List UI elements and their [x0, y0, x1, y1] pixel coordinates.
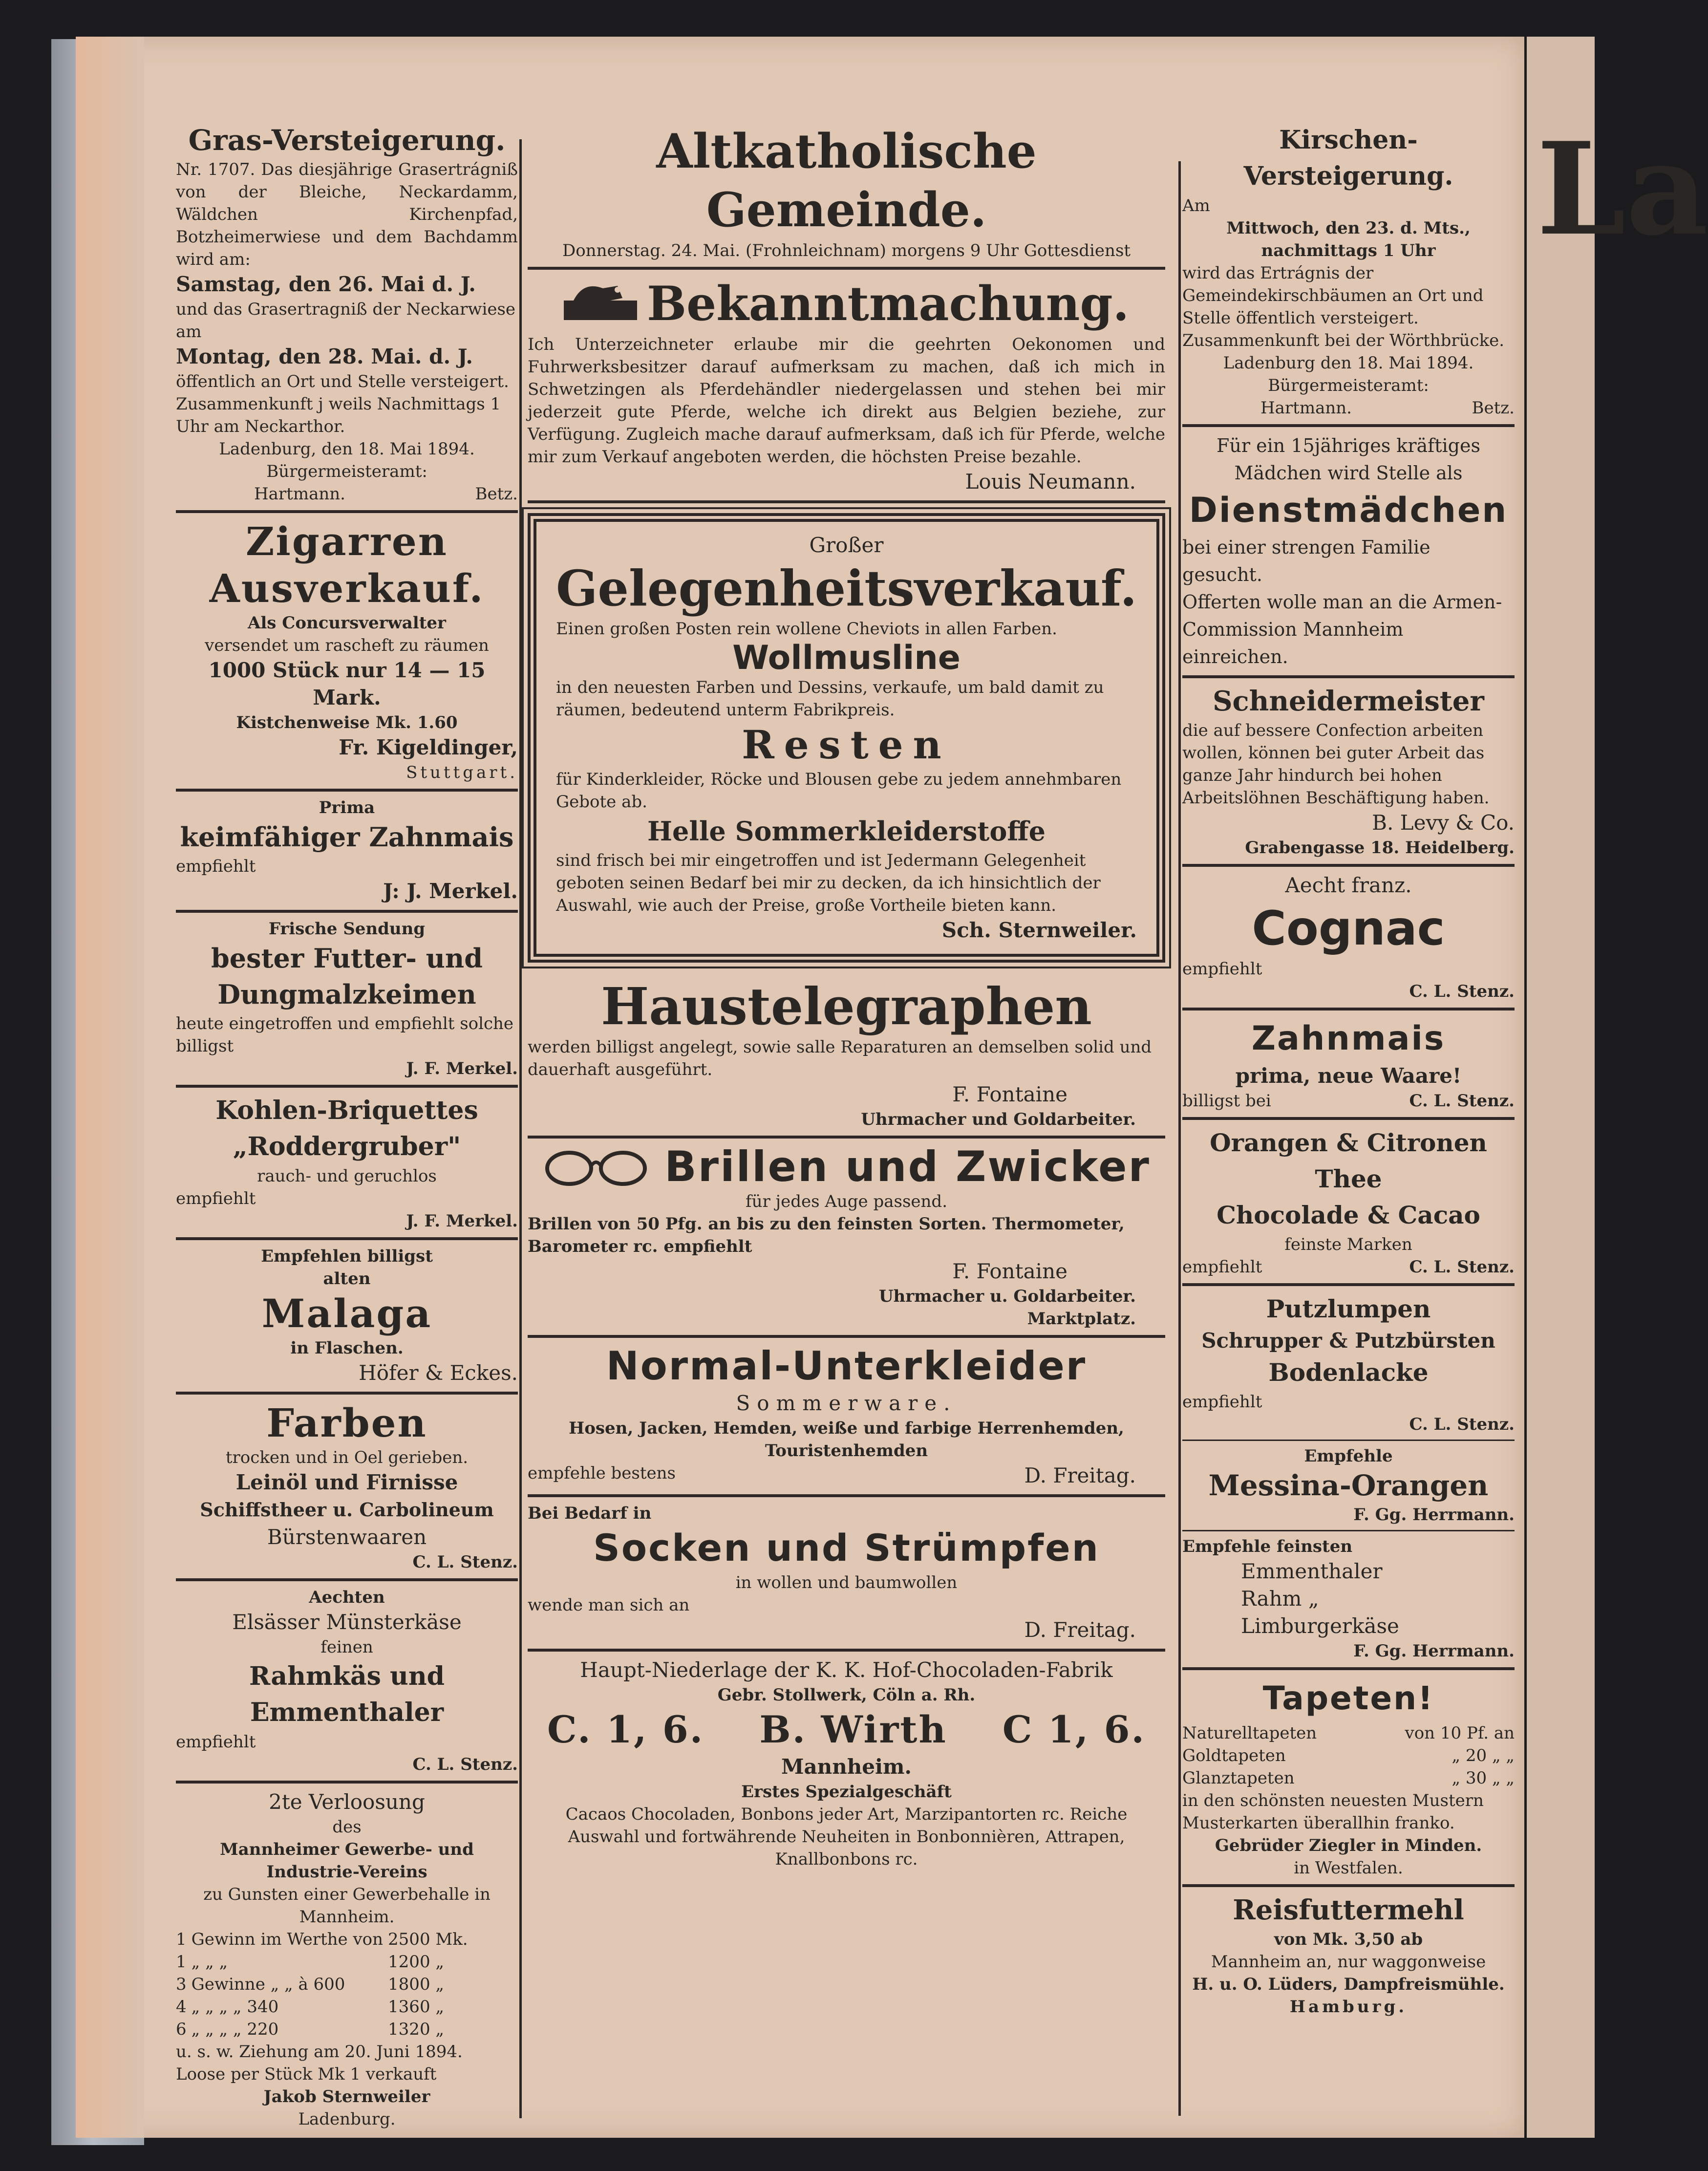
- farben-title: Farben: [266, 1400, 427, 1446]
- tapeten-row: [1182, 1722, 1515, 1744]
- wirth-ad: [528, 1656, 1165, 1870]
- bekannt-title: Bekanntmachung.: [646, 276, 1130, 331]
- gelegenheit-body-3: für Kinderkleider, Röcke und Blousen gebe zu jedem annehmbaren Gebote ab.: [556, 770, 1122, 812]
- divider: [176, 789, 518, 792]
- zahnmais-pre: Prima: [319, 798, 375, 817]
- farben-line-2: Leinöl und Firnisse: [235, 1470, 458, 1494]
- divider: [176, 1781, 518, 1784]
- cognac-title: Cognac: [1252, 901, 1445, 956]
- divider: [1182, 1008, 1515, 1010]
- gelegenheit-body-4: sind frisch bei mir eingetroffen und ist Jedermann Gelegenheit geboten seinen Bedarf bei mir zu decken, da ich hinsichtlich der Auswahl, wie auch der Preise, große Vortheile bieten kann.: [556, 851, 1101, 915]
- lottery-row: [176, 2018, 473, 2041]
- divider: [1182, 1884, 1515, 1887]
- haustele-body: werden billigst angelegt, sowie salle Reparaturen an demselben solid und dauerhaft ausgeführt.: [528, 1037, 1152, 1079]
- putz-line-2: Schrupper & Putzbürsten: [1201, 1329, 1495, 1353]
- gelegenheit-ad: [528, 513, 1165, 963]
- bekannt-name: Louis Neumann.: [965, 470, 1136, 494]
- orangen-line-1: Orangen & Citronen: [1210, 1128, 1487, 1157]
- wirth-address-2: C 1, 6.: [1002, 1708, 1146, 1751]
- tapeten-cell: Naturelltapeten: [1182, 1723, 1317, 1743]
- next-page-fragment: La: [1527, 37, 1595, 2138]
- kirschen-title: Kirschen-Versteigerung.: [1243, 125, 1453, 191]
- tapeten-cell: Glanztapeten: [1182, 1768, 1295, 1788]
- orangen-line-2: Thee: [1315, 1164, 1382, 1193]
- divider: [528, 267, 1165, 270]
- dienst-ad: [1182, 432, 1515, 670]
- bekannt-body: Ich Unterzeichneter erlaube mir die geehrten Oekonomen und Fuhrwerksbesitzer darauf aufmerksam zu machen, daß ich mich in Schwetzingen als Pferdehändler niedergelassen und stehen bei mir jederzeit gute Pferde, welche ich direkt aus Belgien beziehe, zur Verfügung. Zugleich mache darauf aufmerksam, daß ich für Pferde, welche mir zum Verkauf angeboten werden, die höchsten Preise bezahle.: [528, 335, 1165, 467]
- divider: [528, 1136, 1165, 1139]
- tapeten-cell: „ 20 „ „: [1452, 1746, 1515, 1765]
- socken-sub: in wollen und baumwollen: [735, 1573, 958, 1592]
- farben-line-3: Schiffstheer u. Carbolineum: [200, 1499, 494, 1521]
- kohlen-sub: rauch- und geruchlos: [257, 1166, 437, 1186]
- gras-ad: [176, 122, 518, 505]
- lottery-cell: 1: [176, 1952, 187, 1972]
- schneider-body: die auf bessere Confection arbeiten wollen, können bei guter Arbeit das ganze Jahr hindurch bei hohen Arbeitslöhnen Beschäftigung haben.: [1182, 721, 1490, 808]
- gras-date-2: Montag, den 28. Mai. d. J.: [176, 344, 473, 368]
- messina-title: Messina-Orangen: [1208, 1469, 1489, 1502]
- divider: [528, 500, 1165, 503]
- cognac-emp: empfiehlt: [1182, 959, 1262, 979]
- wirth-sub: Erstes Spezialgeschäft: [741, 1782, 952, 1802]
- putz-line-1: Putzlumpen: [1266, 1294, 1431, 1323]
- dienst-body-2: Offerten wolle man an die Armen-Commission Mannheim einreichen.: [1182, 591, 1502, 667]
- farben-ad: [176, 1399, 518, 1573]
- lottery-cell: 1800 „: [388, 1975, 444, 1994]
- socken-name: D. Freitag.: [1024, 1618, 1136, 1642]
- kaese-line-2: feinen: [320, 1637, 373, 1657]
- brillen-body: Brillen von 50 Pfg. an bis zu den feinsten Sorten. Thermometer, Barometer rc. empfiehlt: [528, 1214, 1125, 1256]
- verloosung-ad: [176, 1788, 518, 2130]
- brillen-ad: [528, 1143, 1165, 1330]
- kirschen-signature-2: Betz.: [1472, 398, 1515, 418]
- orangen-emp: empfiehlt: [1182, 1257, 1262, 1277]
- zahnmais-right-body: billigst bei: [1182, 1091, 1271, 1111]
- malaga-name: Höfer & Eckes.: [359, 1361, 518, 1385]
- kirschen-signature: Hartmann.: [1260, 398, 1352, 418]
- verloosung-title: 2te Verloosung: [269, 1790, 425, 1814]
- cognac-pre: Aecht franz.: [1285, 873, 1412, 897]
- messina-pre: Empfehle: [1304, 1446, 1393, 1466]
- malaga-pre: Empfehlen billigst: [261, 1247, 433, 1266]
- brillen-place: Marktplatz.: [1027, 1309, 1136, 1329]
- farben-line-4: Bürstenwaaren: [267, 1525, 427, 1549]
- brillen-job: Uhrmacher u. Goldarbeiter.: [878, 1287, 1136, 1306]
- emmenthaler-pre: Empfehle feinsten: [1182, 1537, 1353, 1556]
- farben-name: C. L. Stenz.: [412, 1552, 518, 1572]
- zahnmais-right-name: C. L. Stenz.: [1409, 1091, 1515, 1111]
- verloosung-price: Loose per Stück Mk 1 verkauft: [176, 2064, 437, 2084]
- kirschen-place: Ladenburg den 18. Mai 1894.: [1223, 353, 1474, 373]
- emmenthaler-ad: [1182, 1535, 1515, 1662]
- haustele-job: Uhrmacher und Goldarbeiter.: [861, 1110, 1136, 1129]
- reisfutter-ad: [1182, 1892, 1515, 2018]
- tapeten-cell: „ 30 „ „: [1452, 1768, 1515, 1788]
- emmenthaler-name: F. Gg. Herrmann.: [1353, 1641, 1515, 1661]
- divider: [1182, 424, 1515, 427]
- gelegenheit-h4: Helle Sommerkleiderstoffe: [647, 816, 1046, 847]
- zahnmais-emp: empfiehlt: [176, 857, 256, 876]
- kirschen-ad: [1182, 122, 1515, 419]
- tapeten-ad: [1182, 1675, 1515, 1879]
- kaese-line-3: Rahmkäs und: [249, 1661, 445, 1691]
- divider: [1182, 1117, 1515, 1120]
- zigarren-price-2: Kistchenweise Mk. 1.60: [236, 713, 458, 732]
- malaga-pre-2: alten: [323, 1269, 371, 1289]
- schneider-ad: [1182, 683, 1515, 859]
- malaga-title: Malaga: [261, 1290, 432, 1336]
- messina-name: F. Gg. Herrmann.: [1353, 1505, 1515, 1525]
- verloosung-des: des: [332, 1817, 362, 1837]
- lottery-cell: 3: [176, 1975, 187, 1994]
- gelegenheit-title: Gelegenheitsverkauf.: [556, 559, 1137, 617]
- schneider-address: Grabengasse 18. Heidelberg.: [1245, 838, 1515, 858]
- farben-line-1: trocken und in Oel gerieben.: [225, 1448, 469, 1467]
- divider: [1182, 675, 1515, 678]
- divider: [528, 1335, 1165, 1338]
- brillen-title: Brillen und Zwicker: [664, 1142, 1151, 1191]
- zahnmais-name: J: J. Merkel.: [383, 879, 518, 903]
- gelegenheit-body-2: in den neuesten Farben und Dessins, verkaufe, um bald damit zu räumen, bedeutend unterm Fabrikpreis.: [556, 678, 1104, 720]
- zigarren-title-2: Ausverkauf.: [209, 565, 485, 611]
- kohlen-emp: empfiehlt: [176, 1189, 256, 1208]
- lottery-row: [176, 1928, 473, 1951]
- zahnmais-title: keimfähiger Zahnmais: [180, 821, 514, 853]
- reisfutter-title: Reisfuttermehl: [1233, 1894, 1464, 1926]
- normal-ad: [528, 1343, 1165, 1489]
- gemeinde-ad: [528, 122, 1165, 262]
- socken-pre: Bei Bedarf in: [528, 1504, 652, 1523]
- lottery-row: [176, 1996, 473, 2018]
- kohlen-title-2: „Roddergruber": [233, 1132, 461, 1161]
- futter-title-1: bester Futter- und: [211, 943, 483, 974]
- verloosung-org: Mannheimer Gewerbe- und Industrie-Vereins: [220, 1840, 474, 1882]
- divider: [1182, 1530, 1515, 1531]
- verloosung-seller: Jakob Sternweiler: [263, 2087, 430, 2107]
- kirschen-am: Am: [1182, 196, 1210, 215]
- bekannt-ad: [528, 275, 1165, 495]
- gras-signature-2: Betz.: [475, 484, 518, 504]
- verloosung-draw: u. s. w. Ziehung am 20. Juni 1894.: [176, 2042, 463, 2062]
- haustele-ad: [528, 977, 1165, 1131]
- gras-body-2: und das Grasertragniß der Neckarwiese am: [176, 300, 516, 342]
- lottery-cell: Gewinn im Werthe von: [191, 1930, 384, 1949]
- zahnmais-right-sub: prima, neue Waare!: [1235, 1064, 1462, 1088]
- futter-title-2: Dungmalzkeimen: [217, 979, 476, 1010]
- tapeten-name: Gebrüder Ziegler in Minden.: [1215, 1836, 1482, 1855]
- right-column: [1182, 122, 1515, 2077]
- lottery-cell: „ „ „ „ 220: [191, 2020, 279, 2039]
- wirth-body: Cacaos Chocoladen, Bonbons jeder Art, Marzipantorten rc. Reiche Auswahl und fortwährende Neuheiten in Bonbonnièren, Attrapen, Knallbonbons rc.: [565, 1805, 1128, 1869]
- emmenthaler-line-3: Limburgerkäse: [1241, 1614, 1399, 1638]
- kaese-line-4: Emmenthaler: [250, 1698, 444, 1727]
- futter-ad: [176, 918, 518, 1080]
- dienst-title: Dienstmädchen: [1189, 490, 1508, 530]
- middle-column: [518, 122, 1175, 2077]
- reisfutter-body: Mannheim an, nur waggonweise: [1211, 1952, 1486, 1972]
- gras-date-1: Samstag, den 26. Mai d. J.: [176, 272, 476, 296]
- page-edge: [76, 37, 144, 2138]
- zigarren-sub: Als Concursverwalter: [248, 613, 446, 633]
- futter-body: heute eingetroffen und empfiehlt solche billigst: [176, 1014, 514, 1056]
- malaga-ad: [176, 1245, 518, 1387]
- zigarren-body: versendet um rascheft zu räumen: [205, 636, 489, 655]
- gras-place: Ladenburg, den 18. Mai 1894.: [219, 439, 475, 459]
- normal-name: D. Freitag.: [1024, 1463, 1136, 1487]
- emmenthaler-line-2: Rahm „: [1241, 1587, 1319, 1611]
- tapeten-price-list: [1182, 1722, 1515, 1789]
- lottery-cell: 1: [176, 1930, 187, 1949]
- lottery-row: [176, 1951, 473, 1973]
- zigarren-price: 1000 Stück nur 14 — 15 Mark.: [208, 658, 486, 709]
- wirth-pre-2: Gebr. Stollwerk, Cöln a. Rh.: [717, 1685, 976, 1705]
- futter-name: J. F. Merkel.: [406, 1059, 518, 1078]
- lottery-cell: „ „ „ „ 340: [191, 1997, 279, 2017]
- gras-body-3: öffentlich an Ort und Stelle versteigert. Zusammenkunft j weils Nachmittags 1 Uhr am Neckarthor.: [176, 372, 509, 436]
- divider: [176, 910, 518, 913]
- divider: [176, 1392, 518, 1395]
- zahnmais-right-title: Zahnmais: [1251, 1019, 1446, 1058]
- zigarren-city: Stuttgart.: [406, 763, 518, 782]
- tapeten-cell: von 10 Pf. an: [1405, 1723, 1515, 1743]
- orangen-ad: [1182, 1125, 1515, 1278]
- spectacles-icon: [542, 1144, 650, 1190]
- tapeten-city: in Westfalen.: [1294, 1858, 1403, 1878]
- normal-emp: empfehle bestens: [528, 1463, 676, 1483]
- putz-ad: [1182, 1291, 1515, 1436]
- zigarren-ad: [176, 518, 518, 784]
- lottery-cell: „ „ „: [191, 1952, 228, 1972]
- cognac-name: C. L. Stenz.: [1409, 982, 1515, 1001]
- divider: [176, 1578, 518, 1581]
- brillen-sub: für jedes Auge passend.: [745, 1192, 947, 1211]
- divider: [528, 1649, 1165, 1652]
- lottery-row: [176, 1973, 473, 1996]
- socken-body: wende man sich an: [528, 1595, 690, 1615]
- verloosung-purpose: zu Gunsten einer Gewerbehalle in Mannheim.: [203, 1885, 491, 1927]
- socken-title: Socken und Strümpfen: [593, 1526, 1100, 1569]
- reisfutter-sub: von Mk. 3,50 ab: [1274, 1930, 1423, 1949]
- putz-name: C. L. Stenz.: [1409, 1415, 1515, 1434]
- normal-body: Hosen, Jacken, Hemden, weiße und farbige Herrenhemden, Touristenhemden: [569, 1419, 1124, 1461]
- zigarren-title-1: Zigarren: [246, 518, 448, 564]
- divider: [1182, 1667, 1515, 1670]
- divider: [176, 510, 518, 513]
- divider: [176, 1085, 518, 1088]
- kaese-emp: empfiehlt: [176, 1732, 256, 1752]
- horse-icon: [564, 281, 637, 327]
- kirschen-date: Mittwoch, den 23. d. Mts., nachmittags 1 Uhr: [1226, 218, 1471, 260]
- kirschen-office: Bürgermeisteramt:: [1268, 376, 1429, 395]
- divider: [528, 1494, 1165, 1497]
- lottery-cell: 1360 „: [388, 1997, 444, 2017]
- tapeten-row: [1182, 1744, 1515, 1767]
- schneider-title: Schneidermeister: [1213, 685, 1484, 717]
- gras-office: Bürgermeisteramt:: [266, 462, 427, 481]
- reisfutter-city: Hamburg.: [1289, 1997, 1408, 2017]
- lottery-cell: 4: [176, 1997, 187, 2017]
- dienst-pre: Für ein 15jähriges kräftiges Mädchen wird Stelle als: [1217, 435, 1480, 484]
- putz-emp: empfiehlt: [1182, 1392, 1262, 1412]
- orangen-name: C. L. Stenz.: [1409, 1257, 1515, 1277]
- wirth-city: Mannheim.: [781, 1755, 912, 1779]
- brillen-name: F. Fontaine: [952, 1259, 1068, 1283]
- kaese-line-1: Elsässer Münsterkäse: [232, 1610, 462, 1634]
- divider: [1182, 1283, 1515, 1286]
- haustele-title: Haustelegraphen: [601, 976, 1092, 1036]
- futter-pre: Frische Sendung: [268, 919, 426, 939]
- orangen-line-3: Chocolade & Cacao: [1217, 1201, 1480, 1229]
- column-rule-right: [1178, 161, 1181, 2116]
- zigarren-name: Fr. Kigeldinger,: [339, 735, 518, 759]
- tapeten-title: Tapeten!: [1262, 1679, 1434, 1717]
- verloosung-city: Ladenburg.: [298, 2109, 396, 2129]
- socken-ad: [528, 1502, 1165, 1644]
- malaga-sub: in Flaschen.: [290, 1338, 404, 1358]
- lottery-cell: 2500 Mk.: [388, 1930, 468, 1949]
- gras-body: Nr. 1707. Das diesjährige Grasertrágniß von der Bleiche, Neckardamm, Wäldchen Kirchenpfad, Botzheimerwiese und dem Bachdamm wird am:: [176, 160, 518, 269]
- kaese-name: C. L. Stenz.: [412, 1755, 518, 1774]
- kaese-pre: Aechten: [309, 1588, 385, 1607]
- lottery-cell: Gewinne „ „ à 600: [191, 1975, 345, 1994]
- messina-ad: [1182, 1445, 1515, 1526]
- normal-sub: Sommerware.: [736, 1391, 957, 1415]
- haustele-name: F. Fontaine: [952, 1082, 1068, 1106]
- wirth-name: B. Wirth: [759, 1708, 947, 1751]
- wirth-address: C. 1, 6.: [547, 1708, 705, 1751]
- divider: [1182, 1440, 1515, 1441]
- divider: [176, 1237, 518, 1240]
- gelegenheit-h3: Resten: [742, 722, 951, 768]
- kohlen-title-1: Kohlen-Briquettes: [215, 1096, 478, 1125]
- lottery-cell: 1320 „: [388, 2020, 444, 2039]
- gelegenheit-name: Sch. Sternweiler.: [941, 918, 1137, 942]
- left-column: [176, 122, 518, 2129]
- lottery-cell: 1200 „: [388, 1952, 444, 1972]
- gemeinde-body: Donnerstag. 24. Mai. (Frohnleichnam) morgens 9 Uhr Gottesdienst: [562, 241, 1131, 260]
- dienst-body: bei einer strengen Familie gesucht.: [1182, 537, 1430, 585]
- zahnmais-right-ad: [1182, 1015, 1515, 1112]
- putz-line-3: Bodenlacke: [1268, 1358, 1429, 1387]
- kohlen-ad: [176, 1093, 518, 1232]
- tapeten-cell: Goldtapeten: [1182, 1746, 1286, 1765]
- schneider-name: B. Levy & Co.: [1372, 811, 1515, 835]
- tapeten-row: [1182, 1767, 1515, 1789]
- gelegenheit-body: Einen großen Posten rein wollene Cheviots in allen Farben.: [556, 619, 1057, 639]
- gelegenheit-h2: Wollmusline: [732, 639, 961, 677]
- divider: [1182, 864, 1515, 867]
- gelegenheit-pre: Großer: [809, 533, 884, 557]
- gras-title: Gras-Versteigerung.: [188, 124, 506, 157]
- kaese-ad: [176, 1586, 518, 1776]
- reisfutter-name: H. u. O. Lüders, Dampfreismühle.: [1192, 1975, 1505, 1994]
- gras-signature: Hartmann.: [254, 484, 345, 504]
- tapeten-body: in den schönsten neuesten Mustern Musterkarten überallhin franko.: [1182, 1791, 1484, 1833]
- orangen-sub: feinste Marken: [1284, 1235, 1412, 1254]
- zahnmais-ad: [176, 796, 518, 905]
- kirschen-meet: Zusammenkunft bei der Wörthbrücke.: [1182, 331, 1505, 350]
- verloosung-table: [176, 1928, 473, 2041]
- wirth-pre: Haupt-Niederlage der K. K. Hof-Chocoladen-Fabrik: [580, 1658, 1113, 1682]
- emmenthaler-line-1: Emmenthaler: [1241, 1559, 1383, 1583]
- kirschen-body: wird das Ertrágnis der Gemeindekirschbäumen an Ort und Stelle öffentlich versteigert.: [1182, 263, 1484, 328]
- cognac-ad: [1182, 872, 1515, 1003]
- normal-title: Normal-Unterkleider: [606, 1343, 1087, 1389]
- gemeinde-title: Altkatholische Gemeinde.: [656, 124, 1037, 237]
- kohlen-name: J. F. Merkel.: [406, 1211, 518, 1231]
- lottery-cell: 6: [176, 2020, 187, 2039]
